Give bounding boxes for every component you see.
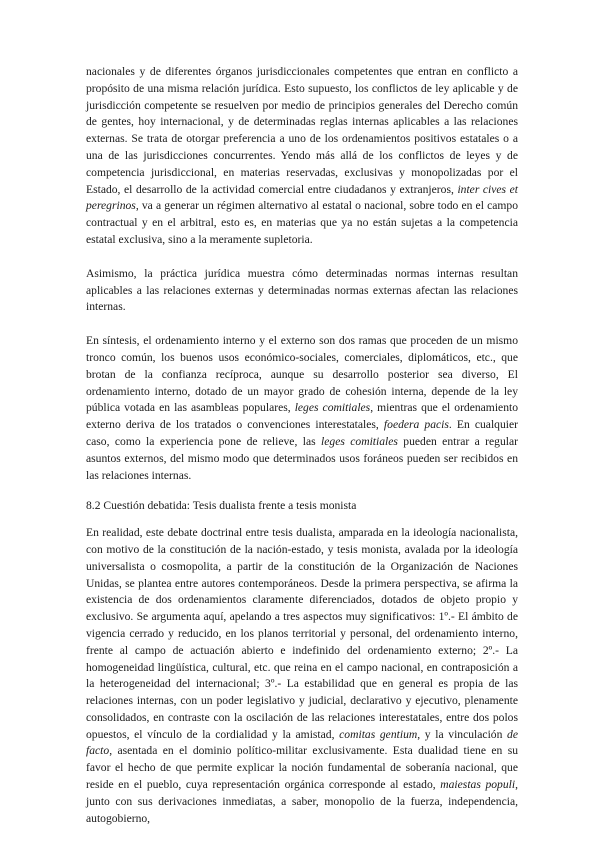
text-run: En realidad, este debate doctrinal entre tesis dualista, amparada en la ideología nacionalista, con motivo de la constitución de la nación-estado, y tesis monista, avalada por la ideología universalista o cosmopolita, a partir de la constitución de la Organización de Naciones Unidas, se plantea entre autores contemporáneos. Desde la primera perspectiva, se afirma la existencia de dos ordenamientos claramente diferenciados, dotados de objeto propio y exclusivo. Se argumenta aquí, apelando a tres aspectos muy significativos: 1º.- El ámbito de vigencia cerrado y reducido, en los planos territorial y personal, del ordenamiento interno, frente al campo de actuación abierto e indefinido del ordenamiento externo; 2º.- La homogeneidad lingüística, cultural, etc. que reina en el campo nacional, en contraposición a la heterogeneidad del internacional; 3º.- La estabilidad que en general es propia de las relaciones internas, con un poder legislativo y judicial, declarativo y ejecutivo, plenamente consolidados, en contraste con la oscilación de las relaciones interestatales, entre dos polos opuestos, el vínculo de la cordialidad y la amistad,: [86, 526, 518, 741]
paragraph-2: [86, 266, 518, 316]
text-run: , y la vinculación: [417, 727, 508, 741]
italic-term: comitas gentium: [339, 727, 418, 741]
text-run: , va a generar un régimen alternativo al estatal o nacional, sobre todo en el campo contractual y en el arbitral, esto es, en materias que ya no están sujetas a la competencia estatal exclusiva, sino a la meramente supletoria.: [86, 199, 518, 246]
text-run: , junto con sus derivaciones inmediatas, a saber, monopolio de la fuerza, independencia, autogobierno,: [86, 778, 518, 825]
italic-term: foedera pacis: [383, 418, 449, 432]
text-run: En síntesis, el ordenamiento interno y el externo son dos ramas que proceden de un mismo tronco común, los buenos usos económico-sociales, comerciales, diplomáticos, etc., que brotan de la confianza recíproca, aunque su desarrollo posterior sea diverso, El ordenamiento interno, dotado de un mayor grado de cohesión interna, depende de la ley pública votada en las asambleas populares,: [86, 334, 518, 415]
section-heading: 8.2 Cuestión debatida: Tesis dualista frente a tesis monista: [86, 499, 357, 513]
italic-term: maiestas populi: [440, 778, 516, 792]
text-run: , asentada en el dominio político-militar exclusivamente. Esta dualidad tiene en su favor el hecho de que permite explicar la noción fundamental de soberanía nacional, que reside en el pueblo, cuya representación orgánica corresponde al estado,: [86, 744, 518, 792]
italic-term: leges comitiales: [294, 401, 371, 415]
text-run: pueden entrar a regular asuntos externos, del mismo modo que determinados usos foráneos pueden ser recibidos en las relaciones internas.: [86, 434, 518, 482]
italic-term: de facto: [86, 727, 518, 758]
text-run: , mientras que el ordenamiento externo deriva de los tratados o convenciones interestatales,: [86, 401, 519, 432]
paragraph-4: [86, 525, 518, 827]
document-page: [86, 64, 518, 827]
paragraph-1: [86, 64, 518, 249]
italic-term: leges comitiales: [321, 434, 398, 448]
paragraph-3: [86, 333, 518, 484]
text-run: nacionales y de diferentes órganos jurisdiccionales competentes que entran en conflicto a propósito de una misma relación jurídica. Esto supuesto, los conflictos de ley aplicable y de jurisdicción competente se resuelven por medio de principios generales del Derecho común de gentes, hoy internacional, y de determinadas reglas internas aplicables a las relaciones externas. Se trata de otorgar preferencia a uno de los ordenamientos positivos estatales o a una de las jurisdicciones concurrentes. Yendo más allá de los conflictos de leyes y de competencia jurisdiccional, en materias reservadas, exclusivas y monopolizadas por el Estado, el desarrollo de la actividad comercial entre ciudadanos y extranjeros,: [86, 65, 518, 196]
text-run: . En cualquier caso, como la experiencia pone de relieve, las: [86, 418, 518, 448]
italic-term: inter cives et peregrinos: [86, 182, 519, 213]
text-run: Asimismo, la práctica jurídica muestra cómo determinadas normas internas resultan aplicables a las relaciones externas y determinadas normas externas afectan las relaciones internas.: [86, 266, 518, 314]
